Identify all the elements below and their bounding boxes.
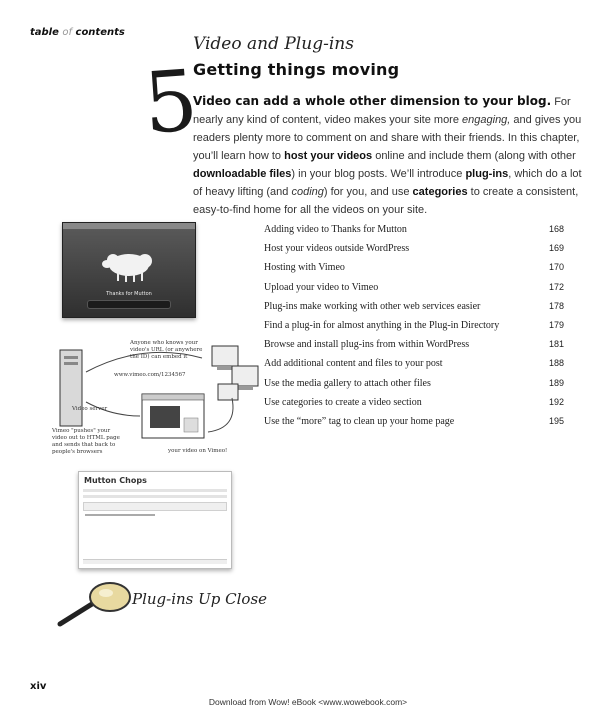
intro-bold: downloadable files — [193, 168, 292, 180]
editor-footer — [83, 559, 227, 564]
toc-entry-page: 188 — [548, 358, 564, 369]
intro-italic: coding — [291, 186, 324, 198]
editor-toolbar — [83, 502, 227, 511]
toc-entry-title: Adding video to Thanks for Mutton — [264, 224, 407, 235]
toc-entry-title: Find a plug-in for almost anything in the Plug-in Directory — [264, 319, 500, 331]
intro-text: and gives you readers plenty more to comment on and share with their friends. In this chapter, you’ll learn how to — [193, 114, 582, 162]
intro-bold: host your videos — [284, 150, 373, 162]
intro-text: ) in your blog posts. We’ll introduce — [291, 168, 466, 180]
intro-text: ) for you, and use — [323, 186, 413, 198]
video-caption: Thanks for Mutton — [106, 291, 152, 297]
diagram-server-label: Video server — [72, 406, 108, 412]
toc-entry-title: Browse and install plug-ins from within WordPress — [264, 339, 470, 351]
editor-upload-bar — [83, 495, 227, 498]
toc-entry-page: 195 — [548, 415, 564, 426]
toc-entry[interactable] — [264, 335, 564, 354]
intro-text: , which do a lot of heavy lifting (and — [193, 168, 582, 198]
video-player-screenshot — [62, 222, 196, 318]
toc-entry-page: 168 — [548, 224, 564, 234]
video-hosting-diagram — [52, 332, 262, 472]
chapter-script-title: Video and Plug-ins — [193, 34, 354, 54]
chapter-title: Getting things moving — [193, 60, 400, 79]
player-titlebar — [63, 223, 195, 229]
intro-lead: Video can add a whole other dimension to your blog. — [193, 94, 552, 108]
toc-entry[interactable] — [264, 278, 564, 297]
toc-entry[interactable] — [264, 393, 564, 412]
toc-entry-page: 172 — [548, 281, 564, 292]
diagram-note-bottom: Vimeo "pushes" your video out to HTML page and sends that back to people's browsers — [52, 428, 120, 455]
toc-entry-page: 179 — [548, 319, 564, 330]
diagram-note-top: Anyone who knows your video's URL (or anywhere the ID) can embed it — [130, 340, 203, 360]
toc-entry[interactable] — [264, 297, 564, 316]
intro-text: online and include them (along with other — [372, 150, 576, 162]
toc-entry-title: Add additional content and files to your post — [264, 358, 443, 370]
toc-entry[interactable] — [264, 354, 564, 373]
player-controls — [87, 300, 171, 309]
toc-entry[interactable] — [264, 316, 564, 335]
sheep-icon — [63, 237, 195, 297]
toc-entry-title: Host your videos outside WordPress — [264, 243, 410, 255]
intro-bold: plug-ins — [465, 168, 509, 180]
toc-entry-title: Use the “more” tag to clean up your home page — [264, 415, 455, 427]
toc-entry-page: 181 — [548, 339, 564, 350]
section-label-of: of — [62, 27, 73, 38]
diagram-url: www.vimeo.com/1234567 — [114, 372, 186, 378]
toc-entry-page: 189 — [548, 377, 564, 388]
toc-entry-title: Hosting with Vimeo — [264, 262, 345, 274]
diagram-result-label: your video on Vimeo! — [168, 448, 228, 454]
toc-entry[interactable] — [264, 220, 564, 239]
toc-entry-title: Upload your video to Vimeo — [264, 281, 379, 293]
toc-entry-title: Use the media gallery to attach other files — [264, 377, 431, 389]
chapter-number: 5 — [140, 51, 201, 153]
toc-entry-title: Plug-ins make working with other web services easier — [264, 300, 481, 312]
section-label-pre: table — [30, 27, 63, 38]
toc-entry-page: 170 — [548, 262, 564, 273]
toc-entry[interactable] — [264, 258, 564, 277]
page-number: xiv — [30, 681, 47, 692]
toc-entry-page: 192 — [548, 396, 564, 407]
editor-permalink-bar — [83, 489, 227, 492]
intro-text: For nearly any kind of content, video makes your site more — [193, 96, 571, 126]
editor-post-title: Mutton Chops — [84, 476, 147, 485]
editor-content-line — [85, 514, 155, 516]
post-editor-screenshot — [78, 471, 232, 569]
intro-bold: categories — [412, 186, 468, 198]
toc-list — [264, 220, 564, 431]
toc-entry-page: 178 — [548, 300, 564, 311]
toc-entry[interactable] — [264, 239, 564, 258]
magnifying-glass-icon — [52, 580, 132, 630]
toc-entry[interactable] — [264, 412, 564, 431]
intro-italic: engaging, — [462, 114, 511, 126]
toc-entry-page: 169 — [548, 243, 564, 254]
chapter-intro — [193, 92, 587, 219]
download-notice: Download from Wow! eBook <www.wowebook.com> — [208, 697, 408, 707]
toc-entry-title: Use categories to create a video section — [264, 396, 422, 408]
plugins-up-close-title: Plug-ins Up Close — [132, 590, 268, 608]
section-label — [30, 27, 125, 38]
toc-entry[interactable] — [264, 374, 564, 393]
intro-text: to create a consistent, easy-to-find home for all the videos on your site. — [193, 186, 579, 216]
section-label-post: contents — [72, 27, 125, 38]
